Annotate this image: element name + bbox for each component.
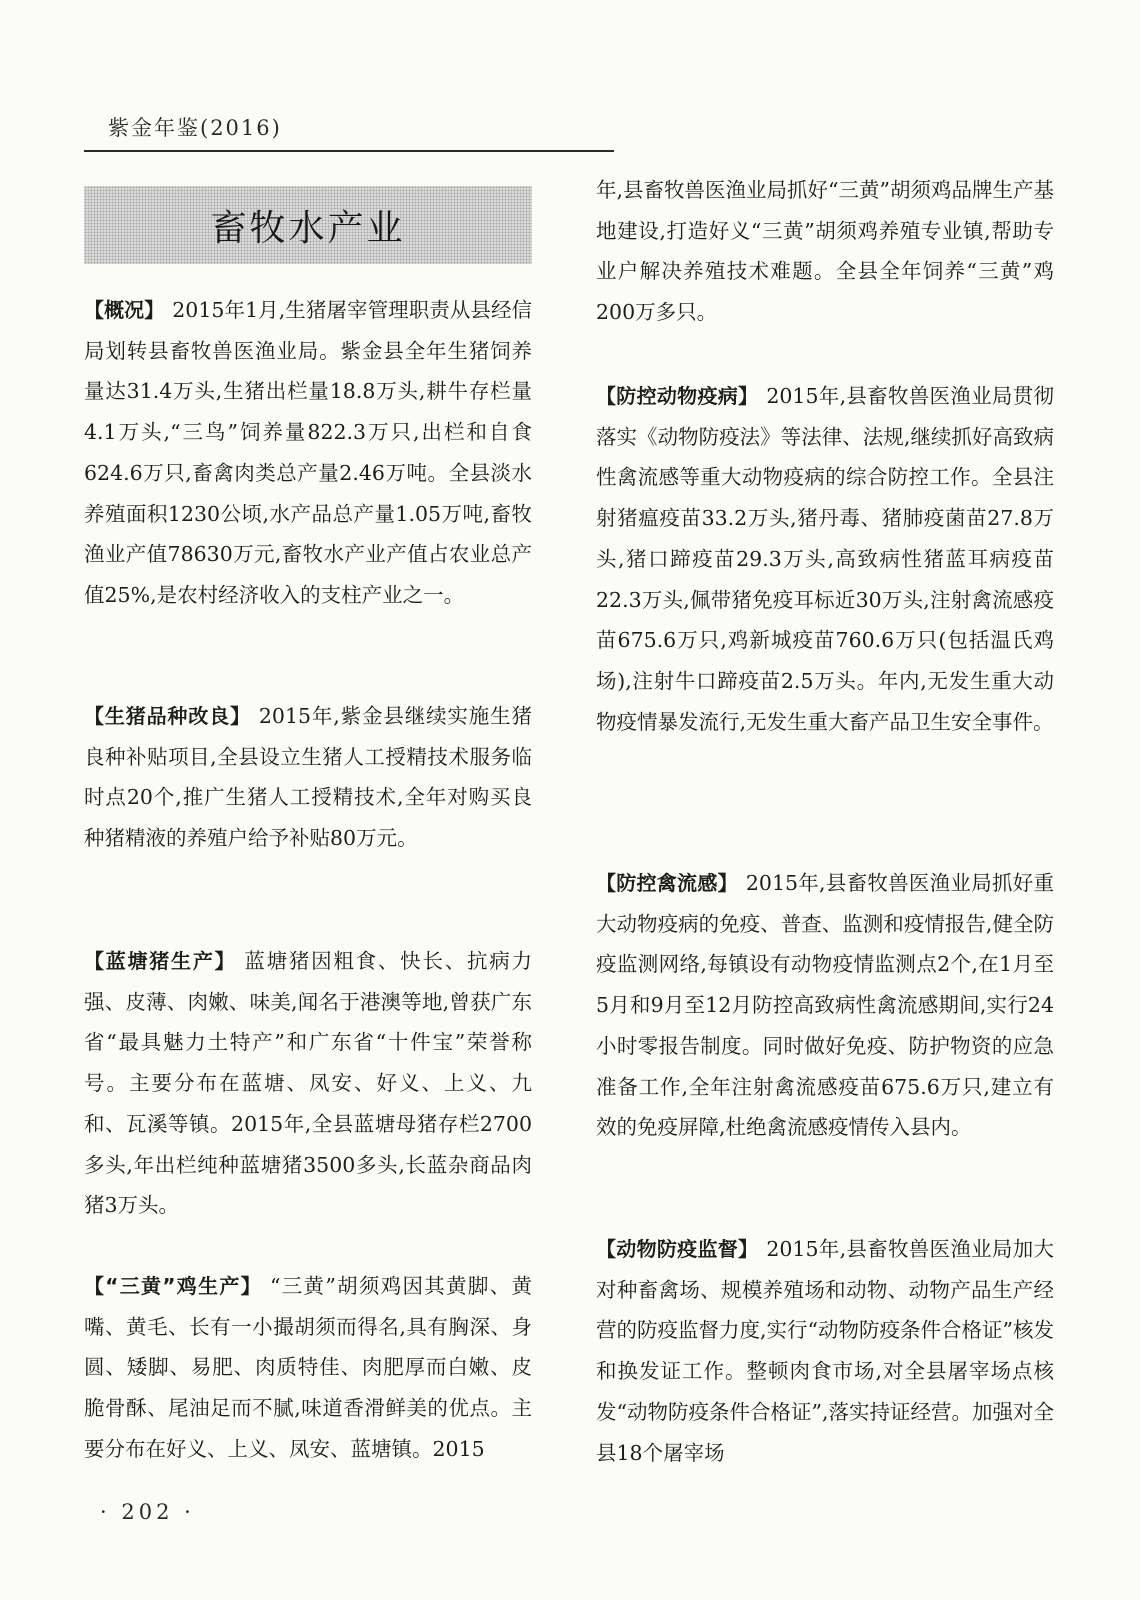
paragraph-label: 【生猪品种改良】: [84, 704, 251, 728]
paragraph-text: 2015年,县畜牧兽医渔业局贯彻落实《动物防疫法》等法律、法规,继续抓好高致病性禽流感等重大动物疫病的综合防控工作。全县注射猪瘟疫苗33.2万头,猪丹毒、猪肺疫菌苗27.8万头,猪口蹄疫苗29.3万头,高致病性猪蓝耳病疫苗22.3万头,佩带猪免疫耳标近30万头,注射禽流感疫苗675.6万只,鸡新城疫苗760.6万只(包括温氏鸡场),注射牛口蹄疫苗2.5万头。年内,无发生重大动物疫情暴发流行,无发生重大畜产品卫生安全事件。: [596, 384, 1055, 734]
paragraph-label: 【概况】: [84, 298, 165, 322]
paragraph-pig-breeding: [84, 696, 532, 859]
paragraph-label: 【动物防疫监督】: [596, 1237, 759, 1261]
paragraph-text: 2015年,县畜牧兽医渔业局加大对种畜禽场、规模养殖场和动物、动物产品生产经营的防疫监督力度,实行“动物防疫条件合格证”核发和换发证工作。整顿肉食市场,对全县屠宰场点核发“动物防疫条件合格证”,落实持证经营。加强对全县18个屠宰场: [596, 1237, 1055, 1465]
paragraph-label: 【蓝塘猪生产】: [84, 949, 237, 973]
paragraph-text: 2015年1月,生猪屠宰管理职责从县经信局划转县畜牧兽医渔业局。紫金县全年生猪饲养量达31.4万头,生猪出栏量18.8万头,耕牛存栏量4.1万头,“三鸟”饲养量822.3万只,出栏和自食624.6万只,畜禽肉类总产量2.46万吨。全县淡水养殖面积1230公顷,水产品总产量1.05万吨,畜牧渔业产值78630万元,畜牧水产业产值占农业总产值25%,是农村经济收入的支柱产业之一。: [84, 298, 533, 607]
paragraph-lantang-pig: [84, 941, 532, 1226]
paragraph-label: 【防控动物疫病】: [596, 384, 759, 408]
page-number: · 202 ·: [100, 1500, 195, 1524]
paragraph-epidemic-supervision: [596, 1229, 1054, 1473]
paragraph-text: 2015年,紫金县继续实施生猪良种补贴项目,全县设立生猪人工授精技术服务临时点20个,推广生猪人工授精技术,全年对购买良种猪精液的养殖户给予补贴80万元。: [84, 704, 533, 851]
paragraph-text: “三黄”胡须鸡因其黄脚、黄嘴、黄毛、长有一小撮胡须而得名,具有胸深、身圆、矮脚、易肥、肉质特佳、肉肥厚而白嫩、皮脆骨酥、尾油足而不腻,味道香滑鲜美的优点。主要分布在好义、上义、凤安、蓝塘镇。2015: [84, 1274, 532, 1461]
paragraph-label: 【“三黄”鸡生产】: [84, 1274, 262, 1298]
paragraph-label: 【防控禽流感】: [596, 871, 738, 895]
paragraph-overview: [84, 290, 532, 616]
paragraph-text: 年,县畜牧兽医渔业局抓好“三黄”胡须鸡品牌生产基地建设,打造好义“三黄”胡须鸡养殖专业镇,帮助专业户解决养殖技术难题。全县全年饲养“三黄”鸡200万多只。: [596, 178, 1054, 325]
paragraph-text: 2015年,县畜牧兽医渔业局抓好重大动物疫病的免疫、普查、监测和疫情报告,健全防疫监测网络,每镇设有动物疫情监测点2个,在1月至5月和9月至12月防控高致病性禽流感期间,实行24小时零报告制度。同时做好免疫、防护物资的应急准备工作,全年注射禽流感疫苗675.6万只,建立有效的免疫屏障,杜绝禽流感疫情传入县内。: [596, 871, 1054, 1140]
paragraph-animal-disease-control: [596, 376, 1054, 742]
paragraph-text: 蓝塘猪因粗食、快长、抗病力强、皮薄、肉嫩、味美,闻名于港澳等地,曾获广东省“最具魅力土特产”和广东省“十件宝”荣誉称号。主要分布在蓝塘、凤安、好义、上义、九和、瓦溪等镇。2015年,全县蓝塘母猪存栏2700多头,年出栏纯种蓝塘猪3500多头,长蓝杂商品肉猪3万头。: [84, 949, 533, 1218]
paragraph-avian-flu-control: [596, 863, 1054, 1148]
paragraph-sanhuang-chicken: [84, 1266, 532, 1470]
running-head: 紫金年鉴(2016): [108, 116, 282, 140]
paragraph-sanhuang-continued: [596, 170, 1054, 333]
section-title: 畜牧水产业: [210, 207, 406, 249]
header-rule: [84, 150, 614, 152]
section-banner: [84, 186, 532, 264]
